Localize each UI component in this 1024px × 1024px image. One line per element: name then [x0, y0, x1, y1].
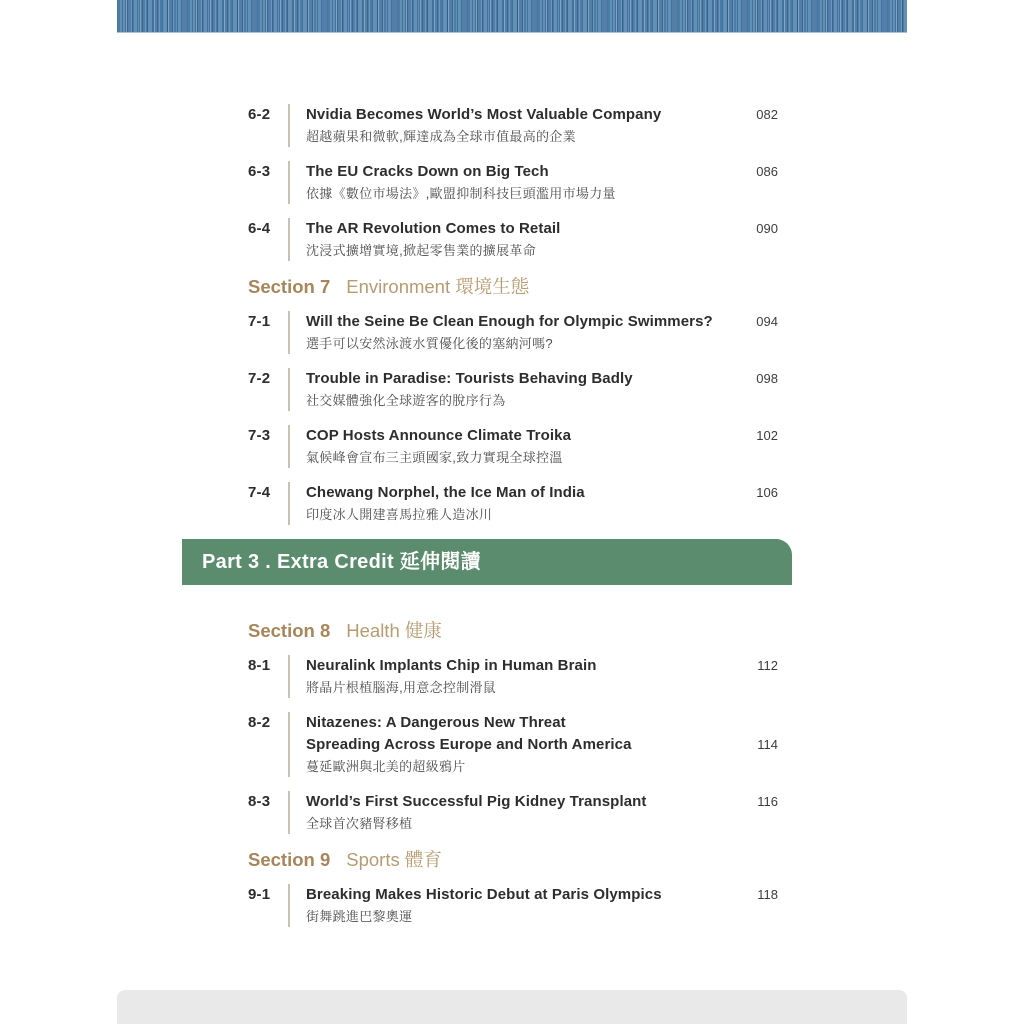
- section-heading: [248, 619, 778, 643]
- toc-entry: [248, 712, 778, 777]
- entry-body: [306, 368, 778, 411]
- entry-page-number: 106: [756, 485, 778, 500]
- entry-title: [306, 791, 647, 813]
- entry-subtitle: 全球首次豬腎移植: [306, 816, 413, 831]
- entry-title-line: Breaking Makes Historic Debut at Paris Olympics: [306, 886, 662, 903]
- entry-title-line: Will the Seine Be Clean Enough for Olympic Swimmers?: [306, 313, 713, 330]
- entry-number: 8-3: [248, 793, 271, 810]
- entry-subtitle: 超越蘋果和微軟,輝達成為全球市值最高的企業: [306, 129, 576, 144]
- entry-body: [306, 712, 778, 777]
- toc-entry: [248, 218, 778, 261]
- entry-subtitle: 社交媒體強化全球遊客的脫序行為: [306, 393, 506, 408]
- entry-page-number: 094: [756, 314, 778, 329]
- entry-body: [306, 482, 778, 525]
- toc-entry: [248, 425, 778, 468]
- entry-title: [306, 218, 560, 240]
- entry-number: 6-2: [248, 106, 271, 123]
- entry-page-number: 090: [756, 221, 778, 236]
- section-label: Section 9: [248, 849, 331, 870]
- part-banner-label: Part 3 . Extra Credit 延伸閱讀: [202, 551, 481, 573]
- entry-number: 6-3: [248, 163, 271, 180]
- entry-page-number: 082: [756, 107, 778, 122]
- toc-entry: [248, 482, 778, 525]
- entry-subtitle: 蔓延歐洲與北美的超級鴉片: [306, 759, 466, 774]
- entry-title-row: [306, 655, 778, 677]
- entry-divider-line: [288, 104, 290, 147]
- entry-divider-line: [288, 218, 290, 261]
- entry-body: [306, 425, 778, 468]
- entry-title: [306, 311, 713, 333]
- entry-title: [306, 425, 571, 447]
- entry-title-line: The EU Cracks Down on Big Tech: [306, 163, 549, 180]
- toc-entry: [248, 655, 778, 698]
- entry-body: [306, 884, 778, 927]
- entry-body: [306, 655, 778, 698]
- entry-title-line: Nvidia Becomes World’s Most Valuable Company: [306, 106, 662, 123]
- entry-title: [306, 884, 662, 906]
- entry-title: [306, 161, 549, 183]
- entry-page-number: 098: [756, 371, 778, 386]
- entry-number: 7-2: [248, 370, 271, 387]
- entry-title-line: Chewang Norphel, the Ice Man of India: [306, 484, 585, 501]
- entry-divider-line: [288, 482, 290, 525]
- entry-divider-line: [288, 161, 290, 204]
- entry-title-row: [306, 218, 778, 240]
- entry-page-number: 116: [757, 794, 778, 809]
- section-label: Section 8: [248, 620, 331, 641]
- toc-entry: [248, 104, 778, 147]
- entry-title-row: [306, 311, 778, 333]
- entry-title-row: [306, 791, 778, 813]
- entry-subtitle: 印度冰人開建喜馬拉雅人造冰川: [306, 507, 493, 522]
- entry-body: [306, 218, 778, 261]
- entry-title: [306, 712, 632, 756]
- entry-title: [306, 368, 633, 390]
- entry-divider-line: [288, 884, 290, 927]
- entry-subtitle: 沈浸式擴增實境,掀起零售業的擴展革命: [306, 243, 537, 258]
- section-label: Section 7: [248, 276, 331, 297]
- entry-title-line: Nitazenes: A Dangerous New Threat: [306, 714, 566, 731]
- entry-number: 7-4: [248, 484, 271, 501]
- entry-title-line: Spreading Across Europe and North America: [306, 736, 632, 753]
- entry-body: [306, 311, 778, 354]
- entry-body: [306, 161, 778, 204]
- top-striped-banner: [117, 0, 907, 33]
- section-category: Environment 環境生態: [346, 276, 530, 297]
- entry-body: [306, 104, 778, 147]
- entry-title: [306, 104, 661, 126]
- entry-number: 8-1: [248, 657, 271, 674]
- entry-number: 9-1: [248, 886, 271, 903]
- entry-title-row: [306, 425, 778, 447]
- entry-divider-line: [288, 425, 290, 468]
- entry-title-line: Trouble in Paradise: Tourists Behaving Badly: [306, 370, 633, 387]
- toc-entry: [248, 791, 778, 834]
- entry-subtitle: 依據《數位市場法》,歐盟抑制科技巨頭濫用市場力量: [306, 186, 616, 201]
- entry-page-number: 118: [757, 887, 778, 902]
- entry-divider-line: [288, 655, 290, 698]
- toc-entry: [248, 884, 778, 927]
- part-banner: [182, 539, 792, 585]
- entry-subtitle: 選手可以安然泳渡水質優化後的塞納河嗎?: [306, 336, 553, 351]
- entry-title: [306, 655, 597, 677]
- entry-subtitle: 氣候峰會宣布三主頭國家,致力實現全球控溫: [306, 450, 563, 465]
- entry-page-number: 114: [757, 737, 778, 752]
- entry-number: 8-2: [248, 714, 271, 731]
- entry-subtitle: 將晶片根植腦海,用意念控制滑鼠: [306, 680, 497, 695]
- entry-title-row: [306, 161, 778, 183]
- entry-title-row: [306, 712, 778, 756]
- entry-number: 7-3: [248, 427, 271, 444]
- entry-divider-line: [288, 791, 290, 834]
- section-heading: [248, 275, 778, 299]
- entry-subtitle: 街舞跳進巴黎奧運: [306, 909, 413, 924]
- entry-page-number: 102: [756, 428, 778, 443]
- toc-entry: [248, 368, 778, 411]
- section-heading: [248, 848, 778, 872]
- entry-title-line: COP Hosts Announce Climate Troika: [306, 427, 572, 444]
- entry-title-row: [306, 104, 778, 126]
- section-category: Sports 體育: [346, 849, 442, 870]
- entry-divider-line: [288, 712, 290, 777]
- entry-body: [306, 791, 778, 834]
- entry-page-number: 086: [756, 164, 778, 179]
- entry-divider-line: [288, 311, 290, 354]
- entry-divider-line: [288, 368, 290, 411]
- entry-title: [306, 482, 585, 504]
- section-category: Health 健康: [346, 620, 442, 641]
- entry-title-line: The AR Revolution Comes to Retail: [306, 220, 561, 237]
- entry-title-line: World’s First Successful Pig Kidney Transplant: [306, 793, 647, 810]
- entry-title-row: [306, 368, 778, 390]
- entry-title-row: [306, 884, 778, 906]
- toc-content: [202, 104, 778, 941]
- entry-title-row: [306, 482, 778, 504]
- entry-page-number: 112: [757, 658, 778, 673]
- toc-entry: [248, 311, 778, 354]
- toc-entry: [248, 161, 778, 204]
- entry-number: 6-4: [248, 220, 271, 237]
- bottom-footer-band: [117, 990, 907, 1024]
- entry-number: 7-1: [248, 313, 271, 330]
- entry-title-line: Neuralink Implants Chip in Human Brain: [306, 657, 597, 674]
